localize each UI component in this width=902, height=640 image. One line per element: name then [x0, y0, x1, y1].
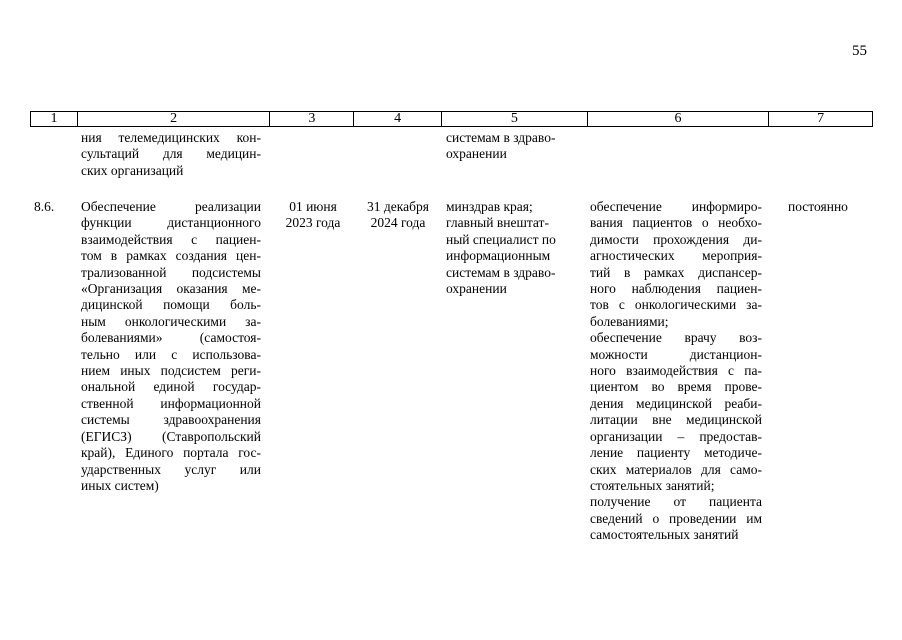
text-line: обеспечение информиро-: [590, 199, 762, 214]
text-line: ного наблюдения пациен-: [590, 281, 762, 297]
text-line: Обеспечение реализации: [81, 199, 261, 214]
result-text: [590, 199, 762, 544]
text-line: 2023 года: [285, 215, 341, 231]
header-col-6: 6: [587, 112, 769, 126]
text-line: информационным: [446, 248, 551, 264]
text-line: болеваниями;: [590, 313, 669, 329]
text-line: иных систем): [81, 477, 159, 493]
text-line: взаимодействия с пациен-: [81, 231, 261, 247]
text-line: можности дистанцион-: [590, 346, 762, 362]
end-date: [354, 199, 442, 232]
text-line: организации – предостав-: [590, 428, 762, 444]
text-line: циентом во время прове-: [590, 379, 762, 395]
text-line: минздрав края;: [446, 199, 533, 214]
text-line: тов с онкологическими за-: [590, 297, 762, 313]
text-line: тий в рамках диспансер-: [590, 264, 762, 280]
header-col-3: 3: [269, 112, 353, 126]
text-line: главный внештат-: [446, 215, 549, 231]
text-line: агностических мероприя-: [590, 248, 762, 264]
text-line: системам в здраво-: [446, 130, 556, 145]
text-line: дения медицинской реаби-: [590, 395, 762, 411]
text-line: ственной информационной: [81, 395, 261, 411]
header-col-2: 2: [77, 112, 270, 126]
text-line: нием иных подсистем реги-: [81, 363, 261, 379]
text-line: получение от пациента: [590, 494, 762, 510]
start-date: [271, 199, 355, 232]
text-line: тельно или с использова-: [81, 346, 261, 362]
activity-text: [81, 199, 261, 494]
text-line: вания пациентов о необхо-: [590, 215, 762, 231]
text-line: том в рамках создания цен-: [81, 248, 261, 264]
header-col-7: 7: [768, 112, 872, 126]
text-line: системы здравоохранения: [81, 412, 261, 428]
page-number: 55: [852, 43, 867, 59]
header-col-4: 4: [353, 112, 441, 126]
text-line: стоятельных занятий;: [590, 477, 715, 493]
continued-activity-text: [81, 130, 261, 179]
text-line: ния телемедицинских кон-: [81, 130, 261, 145]
text-line: 01 июня: [289, 199, 337, 214]
text-line: трализованной подсистемы: [81, 264, 261, 280]
text-line: ление пациенту методиче-: [590, 445, 762, 461]
row-number: 8.6.: [34, 199, 55, 214]
table-header-row: [30, 111, 873, 127]
text-line: ного взаимодействия с па-: [590, 363, 762, 379]
header-col-1: 1: [50, 111, 58, 126]
frequency-text: постоянно: [788, 199, 848, 214]
responsible-text: [446, 199, 572, 297]
text-line: охранении: [446, 146, 507, 162]
text-line: 31 декабря: [367, 199, 429, 214]
text-line: 2024 года: [370, 215, 426, 231]
text-line: литации вне медицинской: [590, 412, 762, 428]
text-line: «Организация оказания ме-: [81, 281, 261, 297]
text-line: функции дистанционного: [81, 215, 261, 231]
header-col-5: 5: [441, 112, 587, 126]
text-line: край), Единого портала гос-: [81, 445, 261, 461]
text-line: системам в здраво-: [446, 264, 556, 280]
text-line: дицинской помощи боль-: [81, 297, 261, 313]
text-line: ным онкологическими за-: [81, 313, 261, 329]
text-line: ный специалист по: [446, 231, 556, 247]
continued-responsible-text: [446, 130, 572, 163]
text-line: сведений о проведении им: [590, 510, 762, 526]
text-line: (ЕГИСЗ) (Ставропольский: [81, 428, 261, 444]
text-line: болеваниями» (самостоя-: [81, 330, 261, 346]
text-line: охранении: [446, 281, 507, 297]
text-line: ских материалов для само-: [590, 461, 762, 477]
text-line: ских организаций: [81, 162, 184, 178]
text-line: ударственных услуг или: [81, 461, 261, 477]
text-line: ональной единой государ-: [81, 379, 261, 395]
text-line: димости прохождения ди-: [590, 231, 762, 247]
text-line: сультаций для медицин-: [81, 146, 261, 162]
text-line: самостоятельных занятий: [590, 527, 739, 543]
text-line: обеспечение врачу воз-: [590, 330, 762, 346]
